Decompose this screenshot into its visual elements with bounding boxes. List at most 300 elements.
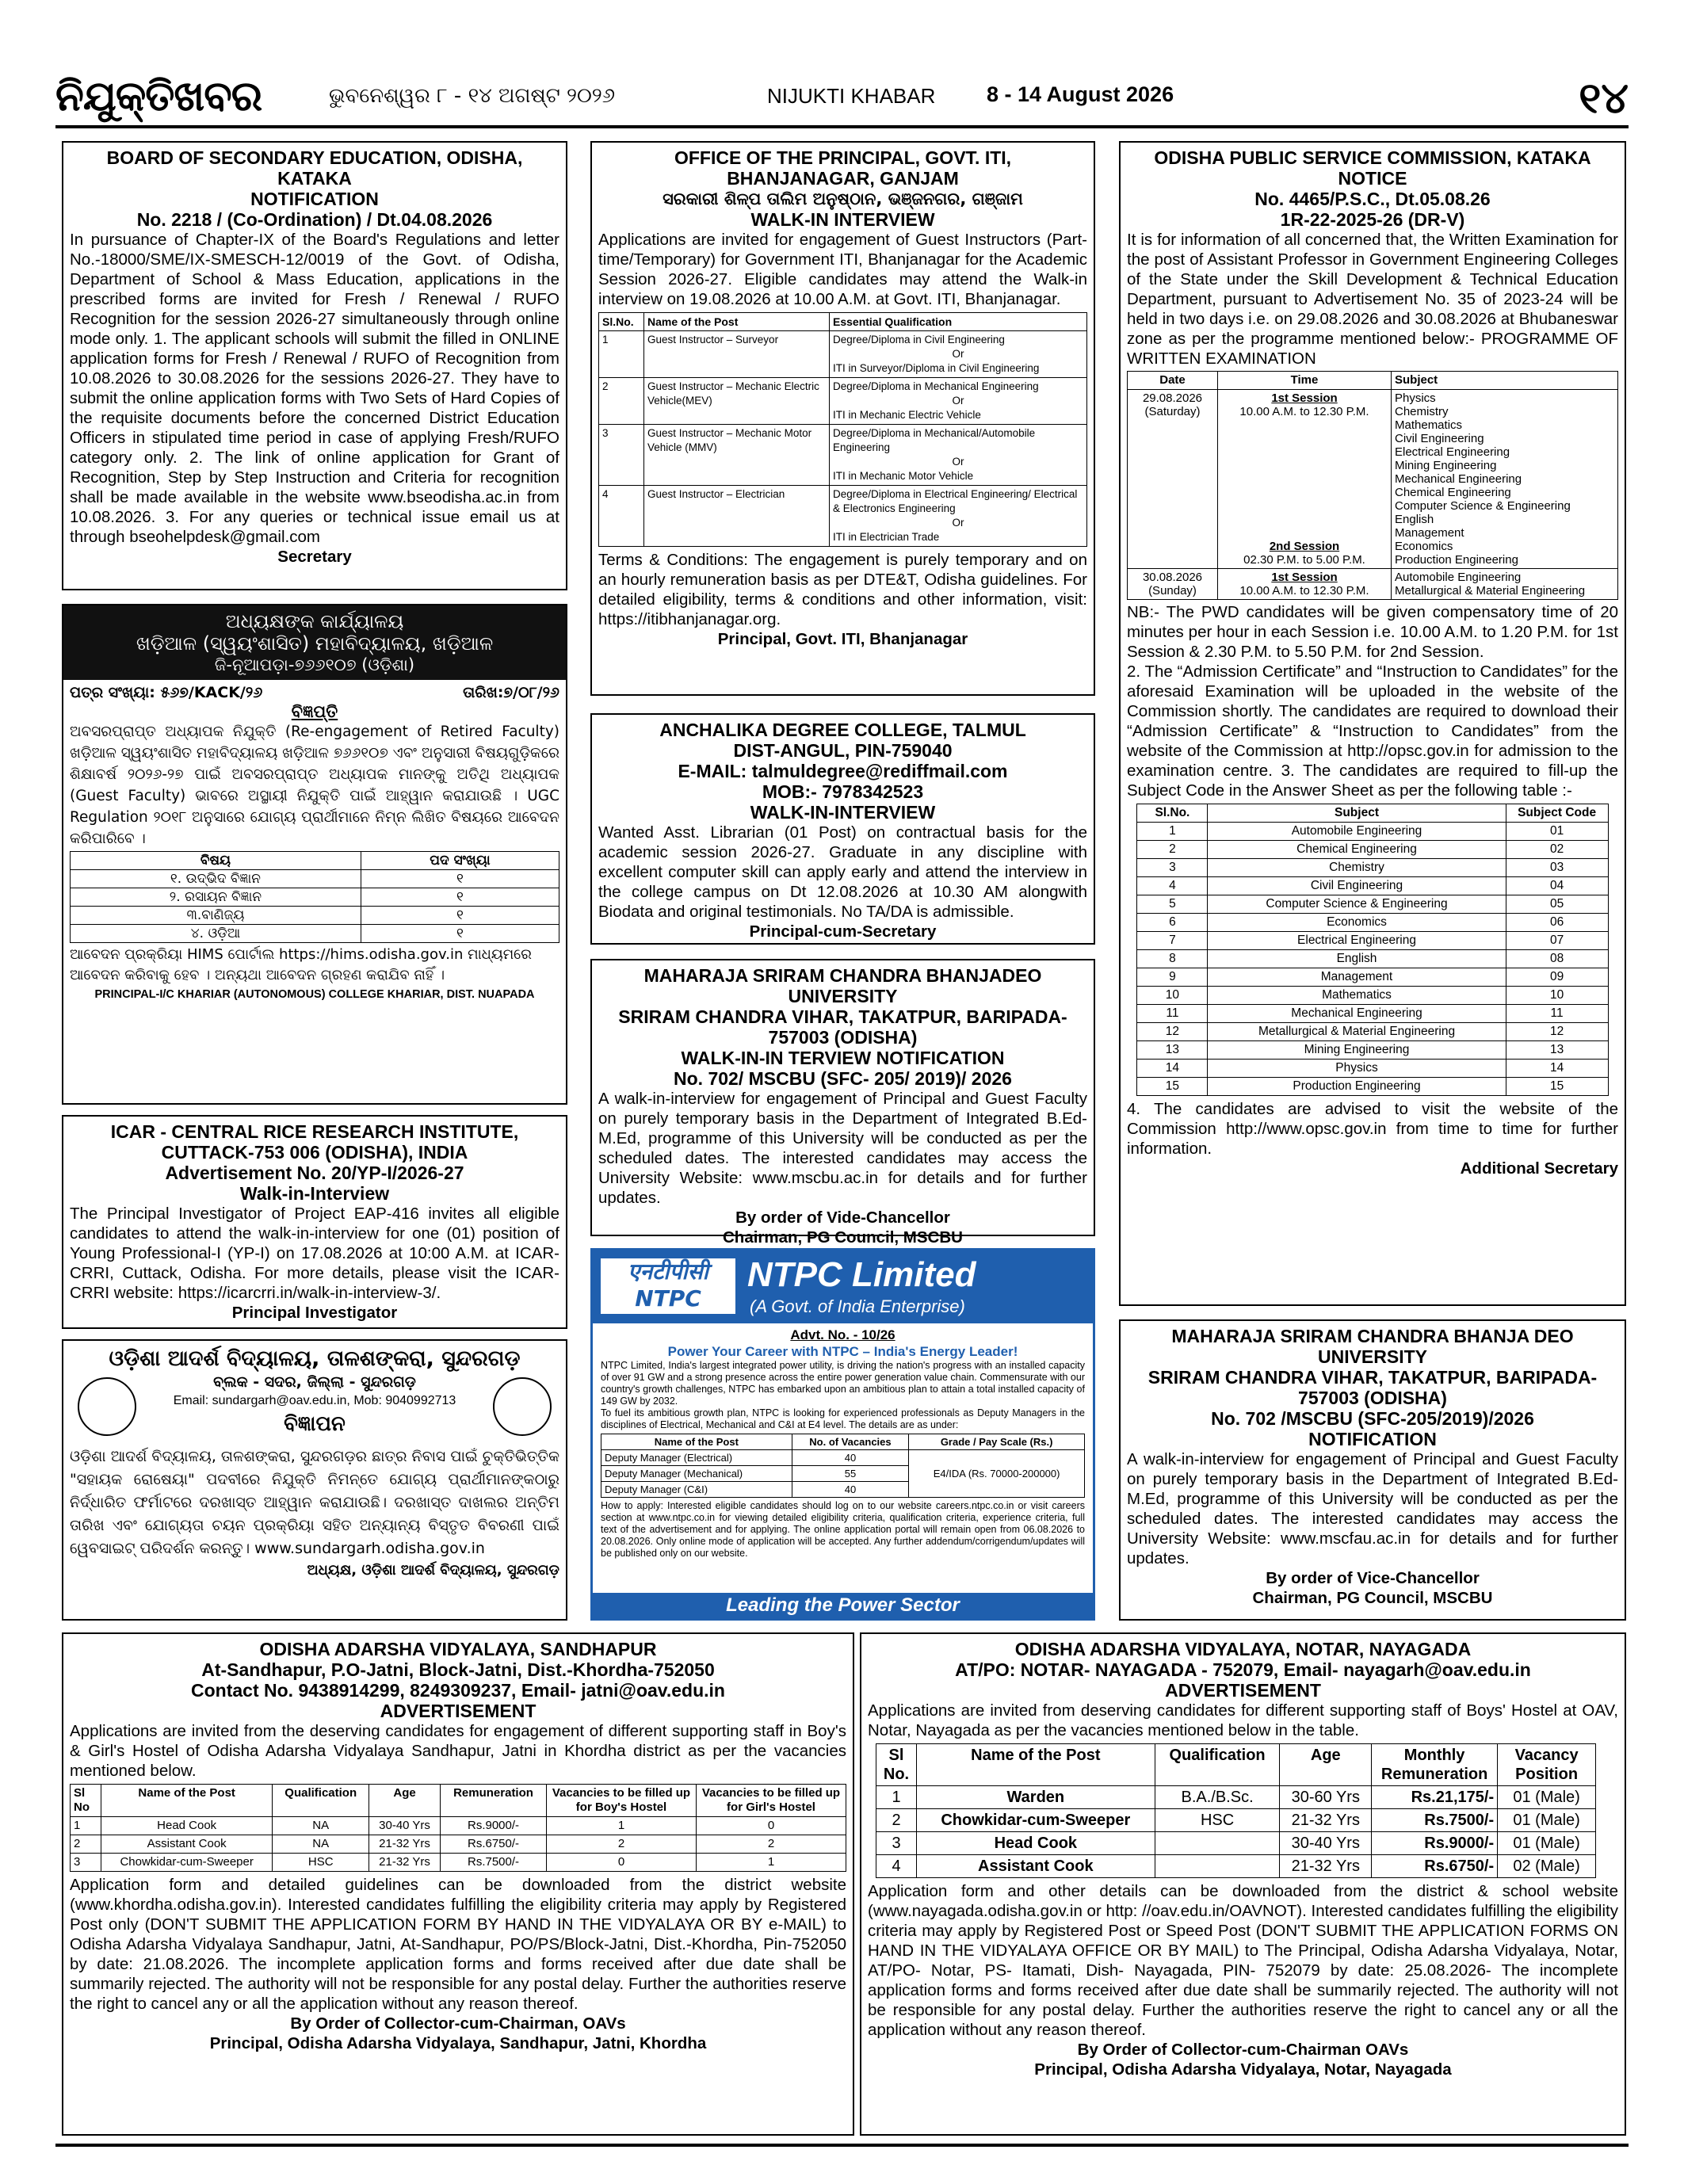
icar-org: ICAR - CENTRAL RICE RESEARCH INSTITUTE, CUTTACK-753 006 (ODISHA), INDIA	[110, 1121, 519, 1163]
opsc-code-sl: 11	[1137, 1005, 1208, 1023]
opsc-code-subject: Chemistry	[1208, 859, 1506, 877]
opsc-subject: Production Engineering	[1395, 553, 1518, 567]
opsc-code-value: 05	[1506, 895, 1608, 914]
opsc-code-value: 02	[1506, 841, 1608, 859]
bse-title: NOTIFICATION	[250, 189, 379, 209]
opsc-session-time: 10.00 A.M. to 12.30 P.M.	[1239, 405, 1369, 418]
header-rule	[55, 125, 1629, 128]
mscbu1-address: SRIRAM CHANDRA VIHAR, TAKATPUR, BARIPADA-757003 (ODISHA)	[618, 1006, 1067, 1048]
khariar-subject: ୩.ବାଣିଜ୍ୟ	[71, 907, 361, 925]
edition-date: 8 - 14 August 2026	[987, 82, 1174, 106]
bse-ref: No. 2218 / (Co-Ordination) / Dt.04.08.2026	[136, 209, 493, 230]
opsc-code-subject: Physics	[1208, 1060, 1506, 1078]
oav-sandhapur-org: ODISHA ADARSHA VIDYALAYA, SANDHAPUR	[259, 1639, 657, 1659]
ntpc-intro2: To fuel its ambitious growth plan, NTPC is looking for experienced professionals as Deputy Managers in the disciplines of Electrical, Mechanical and C&I at E4 level. The details are as under:	[601, 1407, 1085, 1430]
table-cell: 21-32 Yrs	[369, 1835, 441, 1854]
khariar-title: ବିଜ୍ଞପ୍ତି	[291, 702, 338, 721]
table-row	[1137, 1023, 1608, 1041]
oav-sandhapur-col: Remuneration	[441, 1785, 547, 1817]
oav-sandhapur-body2: Application form and detailed guidelines can be downloaded from the district website (www.khordha.odisha.gov.in). Interested candidates fulfilling the eligibility criteria may apply by Registered Post only (DON'T SUBMIT THE APPLICATION FORM BY HAND IN THE VIDYALAYA OR BY e-MAIL) to Odisha Adarsha Vidyalaya Sandhapur, Jatni, At-Sandhapur, PO/PS/Block-Jatni, Dist.-Khordha, Pin-752050 by date: 21.08.2026. The incomplete application forms and forms received after due date shall be summarily rejected. The authority will not be responsible for any postal delay. Further the authorities reserve the right to cancel any or all the application without any reason thereof.	[70, 1876, 846, 2013]
ntpc-brand: NTPC Limited	[747, 1255, 976, 1294]
iti-table	[598, 312, 1087, 547]
khariar-ref: ପତ୍ର ସଂଖ୍ୟା: ୫୬୭/KACK/୨୬	[70, 684, 263, 701]
opsc-code-subject: Civil Engineering	[1208, 877, 1506, 895]
mscbu1-sig2: Chairman, PG Council, MSCBU	[723, 1228, 963, 1247]
khariar-posts: ୧	[361, 907, 559, 925]
opsc-code-subject: Mathematics	[1208, 987, 1506, 1005]
opsc-code-sl: 13	[1137, 1041, 1208, 1060]
opsc-code-subject: Computer Science & Engineering	[1208, 895, 1506, 914]
khariar-posts: ୧	[361, 925, 559, 943]
ntpc-footer: Leading the Power Sector	[593, 1593, 1093, 1618]
opsc-code-sl: 1	[1137, 823, 1208, 841]
oav-notar-body2: Application form and other details can be downloaded from the district & school website (www.nayagada.odisha.gov.in or http: //oav.edu.in/OAVNOT). Interested candidates fulfilling the eligibility criteria may apply by Registered Post or Speed Post (DON'T SUBMIT THE APPLICATION FORMS ON HAND IN THE VIDYALAYA OFFICE OR BY MAIL) to The Principal, Odisha Adarsha Vidyalaya, Notar, AT/PO- Notar, PS- Itamati, Dish- Nayagada, PIN- 752079 by date: 25.08.2026- The incomplete application forms and forms received after due date shall be summarily rejected. The authority will not be responsible for any postal delay. Further the authorities reserve the right to cancel any or all the application without any reason thereof.	[868, 1882, 1618, 2039]
opsc-ref: No. 4465/P.S.C., Dt.05.08.26	[1254, 189, 1491, 209]
anchalika-email: E-MAIL: talmuldegree@rediffmail.com	[678, 761, 1008, 781]
opsc-session-time: 02.30 P.M. to 5.00 P.M.	[1243, 553, 1365, 567]
opsc-code-value: 01	[1506, 823, 1608, 841]
ntpc-grade: E4/IDA (Rs. 70000-200000)	[909, 1450, 1085, 1498]
oav-sandhapur-col: Vacancies to be filled up for Boy's Hostel	[547, 1785, 697, 1817]
opsc-code-sl: 4	[1137, 877, 1208, 895]
opsc-code-sl: 7	[1137, 932, 1208, 950]
opsc-code-value: 07	[1506, 932, 1608, 950]
table-cell: Assistant Cook	[101, 1835, 273, 1854]
opsc-code-col-code: Subject Code	[1506, 804, 1608, 823]
iti-org: OFFICE OF THE PRINCIPAL, GOVT. ITI, BHANJANAGAR, GANJAM	[674, 147, 1012, 189]
khariar-head2: ଖଡ଼ିଆଳ (ସ୍ୱୟଂଶାସିତ) ମହାବିଦ୍ୟାଳୟ, ଖଡ଼ିଆଳ	[136, 632, 494, 655]
oav-sandhapur-sig2: Principal, Odisha Adarsha Vidyalaya, Sandhapur, Jatni, Khordha	[209, 2034, 707, 2052]
oav-notar-col: Name of the Post	[917, 1744, 1155, 1786]
table-cell: HSC	[1155, 1809, 1280, 1832]
opsc-code-subject: Mechanical Engineering	[1208, 1005, 1506, 1023]
opsc-point2: 2. The “Admission Certificate” and “Instruction to Candidates” for the aforesaid Examination will be uploaded in the website of the Commission shortly. The candidates are required to download their “Admission Certificate” & “Instruction to Candidates” from the website of the Commission at http://opsc.gov.in for admission to the examination centre. 3. The candidates are required to fill-up the Subject Code in the Answer Sheet as per the following table :-	[1127, 662, 1618, 800]
opsc-code-value: 06	[1506, 914, 1608, 932]
opsc-body: It is for information of all concerned that, the Written Examination for the post of Assistant Professor in Government Engineering Colleges of the State under the Skill Development & Technical Education Department, pursuant to Advertisement No. 35 of 2023-24 will be held in two days i.e. on 29.08.2026 and 30.08.2026 at Bhubaneswar zone as per the programme mentioned below:- PROGRAMME OF WRITTEN EXAMINATION	[1127, 231, 1618, 368]
oav-notar-sig2: Principal, Odisha Adarsha Vidyalaya, Notar, Nayagada	[1034, 2060, 1452, 2079]
mscbu2-title: NOTIFICATION	[1308, 1429, 1437, 1449]
table-row	[876, 1855, 1596, 1878]
opsc-nb: NB:- The PWD candidates will be given compensatory time of 20 minutes per hour in each Session i.e. 10.00 A.M. to 1.20 P.M. for 1st Session & 2.30 P.M. to 5.50 P.M. for 2nd Session.	[1127, 603, 1618, 661]
opsc-subject: Chemical Engineering	[1395, 486, 1511, 499]
opsc-date: 30.08.2026	[1142, 571, 1203, 584]
anchalika-body: Wanted Asst. Librarian (01 Post) on contractual basis for the academic session 2026-27. Graduate in any discipline with excellent computer skill can apply early and attend the interview in the college campus on Dt 12.08.2026 at 10.30 AM alongwith Biodata and original testimonials. No TA/DA is admissible.	[598, 823, 1087, 921]
table-cell: 01 (Male)	[1498, 1809, 1596, 1832]
page-number: ୧୪	[1579, 73, 1629, 123]
table-row	[1128, 390, 1618, 569]
ntpc-post: Deputy Manager (Mechanical)	[601, 1466, 792, 1482]
table-row	[599, 331, 1087, 378]
table-cell: Warden	[917, 1786, 1155, 1809]
opsc-subject: Metallurgical & Material Engineering	[1395, 584, 1586, 598]
ntpc-post: Deputy Manager (Electrical)	[601, 1450, 792, 1466]
mscbu-walkin-notice	[590, 959, 1095, 1247]
table-cell: 2	[547, 1835, 697, 1854]
opsc-code-value: 04	[1506, 877, 1608, 895]
table-row	[1137, 950, 1608, 968]
table-cell: 3	[71, 1854, 101, 1872]
oav-notar-title: ADVERTISEMENT	[1165, 1680, 1321, 1701]
table-cell: Chowkidar-cum-Sweeper	[101, 1854, 273, 1872]
mscbu2-address: SRIRAM CHANDRA VIHAR, TAKATPUR, BARIPADA-757003 (ODISHA)	[1147, 1367, 1598, 1408]
khariar-table	[70, 851, 559, 943]
iti-post: Guest Instructor – Electrician	[644, 486, 830, 547]
opsc-code-sl: 8	[1137, 950, 1208, 968]
table-cell: 01 (Male)	[1498, 1832, 1596, 1855]
iti-org-odia: ସରକାରୀ ଶିଳ୍ପ ତାଲିମ ଅନୁଷ୍ଠାନ, ଭଞ୍ଜନଗର, ଗଞ୍ଜାମ	[663, 189, 1023, 208]
anchalika-title: WALK-IN-INTERVIEW	[750, 802, 936, 823]
opsc-subject: Economics	[1395, 540, 1453, 553]
iti-terms: Terms & Conditions: The engagement is purely temporary and on an hourly remuneration basis as per DTE&T, Odisha guidelines. For detailed eligibility, terms & conditions and other information, visit: https://itibhanjanagar.org.	[598, 551, 1087, 628]
anchalika-signatory: Principal-cum-Secretary	[749, 922, 937, 941]
table-cell: Rs.9000/-	[441, 1817, 547, 1835]
oav-notar-org: ODISHA ADARSHA VIDYALAYA, NOTAR, NAYAGADA	[1014, 1639, 1472, 1659]
mscbu1-org: MAHARAJA SRIRAM CHANDRA BHANJADEO UNIVERSITY	[643, 965, 1042, 1006]
opsc-code-col-sl: Sl.No.	[1137, 804, 1208, 823]
khariar-footer: ଆବେଦନ ପ୍ରକ୍ରିୟା HIMS ପୋର୍ଟାଲ https://hims.odisha.gov.in ମାଧ୍ୟମରେ ଆବେଦନ କରିବାକୁ ହେବ । ଅନ୍ୟଥା ଆବେଦନ ଗ୍ରହଣ କରାଯିବ ନାହିଁ ।	[70, 946, 532, 983]
oav-sandhapur-col: Age	[369, 1785, 441, 1817]
opsc-col-date: Date	[1128, 372, 1218, 390]
opsc-notice	[1119, 141, 1626, 1306]
opsc-day: (Sunday)	[1148, 584, 1197, 598]
oav-notar-col: Monthly Remuneration	[1372, 1744, 1498, 1786]
opsc-session: 1st Session	[1271, 571, 1338, 584]
table-cell: 3	[876, 1832, 917, 1855]
table-row	[876, 1832, 1596, 1855]
opsc-col-subject: Subject	[1392, 372, 1618, 390]
iti-qual: ITI in Mechanic Motor Vehicle	[833, 470, 974, 482]
opsc-code-subject: Chemical Engineering	[1208, 841, 1506, 859]
oav-talsankara-notice	[62, 1339, 567, 1621]
opsc-code-value: 10	[1506, 987, 1608, 1005]
table-row	[1137, 1060, 1608, 1078]
table-cell: 30-60 Yrs	[1280, 1786, 1372, 1809]
anchalika-mob: MOB:- 7978342523	[762, 781, 924, 802]
iti-sl: 2	[599, 378, 644, 425]
khariar-date: ତାରିଖ:୭/୦୮/୨୬	[463, 684, 559, 701]
footer-rule	[55, 2144, 1629, 2147]
oav-sandhapur-body: Applications are invited from the deserving candidates for engagement of different supporting staff in Boy's & Girl's Hostel of Odisha Adarsha Vidyalaya Sandhapur, Jatni in Khordha district as per the vacancies mentioned below.	[70, 1722, 846, 1780]
iti-qual-or: Or	[952, 395, 964, 407]
opsc-signatory: Additional Secretary	[1460, 1159, 1618, 1178]
table-cell: Head Cook	[917, 1832, 1155, 1855]
bse-notification	[62, 141, 567, 590]
iti-post: Guest Instructor – Mechanic Electric Vehicle(MEV)	[644, 378, 830, 425]
opsc-day: (Saturday)	[1144, 405, 1201, 418]
oav-sandhapur-table	[70, 1784, 846, 1872]
opsc-code-value: 14	[1506, 1060, 1608, 1078]
table-cell: 2	[71, 1835, 101, 1854]
table-row	[1137, 841, 1608, 859]
oav-talsankara-contact: Email: sundargarh@oav.edu.in, Mob: 9040992713	[173, 1394, 456, 1407]
opsc-code-sl: 3	[1137, 859, 1208, 877]
iti-sl: 3	[599, 425, 644, 486]
paper-logo: ନିଯୁକ୍ତିଖବର	[55, 73, 262, 120]
opsc-code-value: 03	[1506, 859, 1608, 877]
table-cell: 1	[697, 1854, 846, 1872]
table-row	[71, 925, 559, 943]
opsc-date: 29.08.2026	[1142, 391, 1203, 405]
table-cell: Rs.7500/-	[441, 1854, 547, 1872]
iti-qual: Degree/Diploma in Electrical Engineering/ Electrical & Electronics Engineering	[833, 488, 1078, 514]
oav-notar-sig1: By Order of Collector-cum-Chairman OAVs	[1077, 2041, 1409, 2059]
anchalika-address: DIST-ANGUL, PIN-759040	[733, 740, 953, 761]
iti-col-qual: Essential Qualification	[830, 313, 1087, 331]
oav-sandhapur-col: Name of the Post	[101, 1785, 273, 1817]
iti-sl: 1	[599, 331, 644, 378]
opsc-code-subject: Management	[1208, 968, 1506, 987]
oav-sandhapur-advertisement	[62, 1632, 854, 2136]
opsc-code-value: 15	[1506, 1078, 1608, 1096]
oav-sandhapur-address: At-Sandhapur, P.O-Jatni, Block-Jatni, Dist.-Khordha-752050	[201, 1659, 715, 1680]
iti-post: Guest Instructor – Mechanic Motor Vehicle (MMV)	[644, 425, 830, 486]
ntpc-col-post: Name of the Post	[601, 1434, 792, 1450]
table-row	[1137, 968, 1608, 987]
iti-bhanjanagar-notice	[590, 141, 1095, 696]
opsc-point4: 4. The candidates are advised to visit the website of the Commission http://www.opsc.gov.in from time to time for further information.	[1127, 1100, 1618, 1158]
opsc-subject: Mathematics	[1395, 418, 1463, 432]
oav-talsankara-address: ବ୍ଲକ - ସଦର, ଜିଲ୍ଲା - ସୁନ୍ଦରଗଡ଼	[213, 1373, 416, 1391]
opsc-code-subject: Economics	[1208, 914, 1506, 932]
ntpc-post: Deputy Manager (C&I)	[601, 1482, 792, 1498]
khariar-subject: ୨. ରସାୟନ ବିଜ୍ଞାନ	[71, 888, 361, 907]
opsc-code-sl: 14	[1137, 1060, 1208, 1078]
khariar-col-subject: ବିଷୟ	[71, 852, 361, 870]
table-cell: Chowkidar-cum-Sweeper	[917, 1809, 1155, 1832]
iti-post: Guest Instructor – Surveyor	[644, 331, 830, 378]
khariar-head3: ଜି-ନୂଆପଡ଼ା-୭୬୬୧୦୭ (ଓଡ଼ିଶା)	[214, 655, 415, 674]
iti-sl: 4	[599, 486, 644, 547]
icar-signatory: Principal Investigator	[231, 1304, 398, 1322]
ntpc-adv: Advt. No. - 10/26	[790, 1327, 895, 1342]
opsc-code-subject: Mining Engineering	[1208, 1041, 1506, 1060]
opsc-code-col-subject: Subject	[1208, 804, 1506, 823]
opsc-code-table	[1136, 804, 1608, 1096]
table-row	[1137, 987, 1608, 1005]
opsc-subject: English	[1395, 513, 1434, 526]
mscbu-notification	[1119, 1319, 1626, 1621]
table-row	[71, 907, 559, 925]
ntpc-vacancies: 55	[792, 1466, 909, 1482]
opsc-code-subject: English	[1208, 950, 1506, 968]
khariar-col-posts: ପଦ ସଂଖ୍ୟା	[361, 852, 559, 870]
opsc-code-sl: 10	[1137, 987, 1208, 1005]
oav-notar-col: Sl No.	[876, 1744, 917, 1786]
table-row	[1137, 823, 1608, 841]
oav-talsankara-notice-title: ବିଜ୍ଞାପନ	[284, 1412, 346, 1436]
opsc-programme-table	[1127, 371, 1618, 600]
iti-qual: Degree/Diploma in Mechanical/Automobile Engineering	[833, 427, 1036, 453]
oav-notar-col: Vacancy Position	[1498, 1744, 1596, 1786]
table-cell: 1	[547, 1817, 697, 1835]
table-cell: Head Cook	[101, 1817, 273, 1835]
opsc-ref2: 1R-22-2025-26 (DR-V)	[1280, 209, 1465, 230]
table-row	[1137, 914, 1608, 932]
iti-col-post: Name of the Post	[644, 313, 830, 331]
opsc-code-sl: 2	[1137, 841, 1208, 859]
khariar-signatory: PRINCIPAL-I/C KHARIAR (AUTONOMOUS) COLLEGE KHARIAR, DIST. NUAPADA	[94, 988, 535, 1001]
anchalika-college-notice	[590, 713, 1095, 945]
opsc-code-value: 12	[1506, 1023, 1608, 1041]
khariar-college-notice	[62, 604, 567, 1105]
dateline-odia: ଭୁବନେଶ୍ୱର ୮ - ୧୪ ଅଗଷ୍ଟ ୨୦୨୬	[329, 84, 616, 108]
oav-emblem-icon	[78, 1377, 136, 1436]
table-row	[599, 486, 1087, 547]
opsc-org: ODISHA PUBLIC SERVICE COMMISSION, KATAKA	[1154, 147, 1591, 168]
opsc-col-time: Time	[1218, 372, 1392, 390]
table-row	[1128, 569, 1618, 600]
opsc-session-time: 10.00 A.M. to 12.30 P.M.	[1239, 584, 1369, 598]
table-cell: 2	[697, 1835, 846, 1854]
oav-notar-address: AT/PO: NOTAR- NAYAGADA - 752079, Email- nayagarh@oav.edu.in	[955, 1659, 1531, 1680]
ntpc-col-vac: No. of Vacancies	[792, 1434, 909, 1450]
opsc-code-subject: Metallurgical & Material Engineering	[1208, 1023, 1506, 1041]
khariar-posts: ୧	[361, 888, 559, 907]
ntpc-intro: NTPC Limited, India's largest integrated power utility, is driving the nation's progress with an installed capacity of over 91 GW and a strong presence across the entire power generation value chain. Commensurate with our country's growth challenges, NTPC has embarked upon an ambitious plan to attain a total installed capacity of 149 GW by 2032.	[601, 1360, 1085, 1407]
table-row	[1137, 877, 1608, 895]
table-row	[1137, 859, 1608, 877]
table-row	[599, 425, 1087, 486]
mscbu1-sig1: By order of Vide-Chancellor	[735, 1208, 950, 1227]
bse-body: In pursuance of Chapter-IX of the Board's Regulations and letter No.-18000/SME/IX-SMESCH-12/0019 of the Govt. of Odisha, Department of School & Mass Education, applications in the prescribed forms are invited for Fresh / Renewal / RUFO Recognition for the session 2026-27 simultaneously through online mode only. 1. The applicant schools will submit the filled in ONLINE application forms for Fresh / Renewal / RUFO of Recognition from 10.08.2026 to 30.08.2026 for the sessions 2026-27. They have to submit the online application forms with Two Sets of Hard Copies of the requisite documents before the concerned District Education Officers in stipulated time period in case of applying Fresh/RUFO category only. 2. The link of online application for Grant of Recognition, Step by Step Instruction and Criteria for recognition shall be made available in the website www.bseodisha.ac.in from 10.08.2026. 3. For any queries or technical issue email us at through bseohelpdesk@gmail.com	[70, 231, 559, 546]
icar-adv: Advertisement No. 20/YP-I/2026-27	[165, 1163, 464, 1183]
table-cell: 4	[876, 1855, 917, 1878]
opsc-subject: Electrical Engineering	[1395, 445, 1510, 459]
oav-talsankara-title: ଓଡ଼ିଶା ଆଦର୍ଶ ବିଦ୍ୟାଳୟ, ତାଳଶଙ୍କରା, ସୁନ୍ଦରଗଡ଼	[109, 1346, 521, 1371]
table-cell: 30-40 Yrs	[1280, 1832, 1372, 1855]
table-row	[876, 1809, 1596, 1832]
oav-notar-col: Qualification	[1155, 1744, 1280, 1786]
table-cell: NA	[273, 1835, 369, 1854]
paper-name: NIJUKTI KHABAR	[767, 84, 936, 108]
table-cell: Rs.7500/-	[1372, 1809, 1498, 1832]
table-row	[71, 870, 559, 888]
table-cell: 01 (Male)	[1498, 1786, 1596, 1809]
ntpc-table	[601, 1434, 1085, 1498]
oav-sandhapur-col: Vacancies to be filled up for Girl's Hostel	[697, 1785, 846, 1817]
iti-qual-or: Or	[952, 456, 964, 468]
table-cell: B.A./B.Sc.	[1155, 1786, 1280, 1809]
mscbu2-body: A walk-in-interview for engagement of Principal and Guest Faculty on purely temporary basis in the Department of Integrated B.Ed-M.Ed, programme of this University will be conducted as per the scheduled dates. The interested candidates may access the University Website: www.mscfau.ac.in for details and for further updates.	[1127, 1450, 1618, 1567]
opsc-code-subject: Production Engineering	[1208, 1078, 1506, 1096]
opsc-code-value: 13	[1506, 1041, 1608, 1060]
anchalika-org: ANCHALIKA DEGREE COLLEGE, TALMUL	[659, 720, 1026, 740]
ntpc-brand-sub: (A Govt. of India Enterprise)	[750, 1296, 965, 1316]
opsc-subject: Physics	[1395, 391, 1436, 405]
opsc-code-sl: 5	[1137, 895, 1208, 914]
table-cell: Assistant Cook	[917, 1855, 1155, 1878]
table-cell: 0	[547, 1854, 697, 1872]
ntpc-tagline: Power Your Career with NTPC – India's Energy Leader!	[667, 1344, 1018, 1359]
table-cell: Rs.6750/-	[441, 1835, 547, 1854]
iti-body: Applications are invited for engagement of Guest Instructors (Part-time/Temporary) for Government ITI, Bhanjanagar for the Academic Session 2026-27. Eligible candidates may attend the Walk-in interview on 19.08.2026 at 10.00 A.M. at Govt. ITI, Bhanjanagar.	[598, 231, 1087, 308]
table-row	[601, 1450, 1085, 1466]
khariar-subject: ୪. ଓଡ଼ିଆ	[71, 925, 361, 943]
table-cell: HSC	[273, 1854, 369, 1872]
oav-notar-advertisement	[860, 1632, 1626, 2136]
opsc-subject: Automobile Engineering	[1395, 571, 1522, 584]
opsc-code-sl: 9	[1137, 968, 1208, 987]
table-cell: Rs.6750/-	[1372, 1855, 1498, 1878]
table-row	[599, 378, 1087, 425]
table-row	[876, 1786, 1596, 1809]
table-row	[71, 1817, 846, 1835]
table-cell: 1	[71, 1817, 101, 1835]
opsc-code-sl: 15	[1137, 1078, 1208, 1096]
opsc-code-value: 08	[1506, 950, 1608, 968]
icar-crri-notice	[62, 1115, 567, 1329]
ntpc-col-grade: Grade / Pay Scale (Rs.)	[909, 1434, 1085, 1450]
khariar-header	[63, 605, 566, 680]
odisha-seal-icon	[493, 1377, 552, 1436]
table-row	[1137, 1005, 1608, 1023]
table-row	[1137, 932, 1608, 950]
mscbu1-title: WALK-IN-IN TERVIEW NOTIFICATION	[681, 1048, 1005, 1068]
iti-qual: Degree/Diploma in Mechanical Engineering	[833, 380, 1039, 392]
table-cell: NA	[273, 1817, 369, 1835]
oav-sandhapur-contact: Contact No. 9438914299, 8249309237, Email- jatni@oav.edu.in	[191, 1680, 725, 1701]
opsc-subject: Civil Engineering	[1395, 432, 1484, 445]
iti-col-sl: Sl.No.	[599, 313, 644, 331]
mscbu1-body: A walk-in-interview for engagement of Principal and Guest Faculty on purely temporary basis in the Department of Integrated B.Ed-M.Ed, programme of this University will be conducted as per the scheduled dates. The interested candidates may access the University Website: www.mscbu.ac.in for details and for further updates.	[598, 1090, 1087, 1207]
oav-sandhapur-col: Sl No	[71, 1785, 101, 1817]
iti-signatory: Principal, Govt. ITI, Bhanjanagar	[717, 630, 968, 648]
table-cell: 1	[876, 1786, 917, 1809]
table-cell: 02 (Male)	[1498, 1855, 1596, 1878]
table-row	[1137, 1041, 1608, 1060]
oav-sandhapur-title: ADVERTISEMENT	[380, 1701, 537, 1721]
oav-sandhapur-sig1: By Order of Collector-cum-Chairman, OAVs	[290, 2014, 626, 2033]
opsc-subject: Management	[1395, 526, 1464, 540]
opsc-subject: Computer Science & Engineering	[1395, 499, 1571, 513]
bse-org: BOARD OF SECONDARY EDUCATION, ODISHA, KATAKA	[106, 147, 523, 189]
mscbu2-ref: No. 702 /MSCBU (SFC-205/2019)/2026	[1211, 1408, 1534, 1429]
iti-qual-or: Or	[952, 517, 964, 529]
opsc-session: 1st Session	[1271, 391, 1338, 405]
ntpc-apply: How to apply: Interested eligible candidates should log on to our website careers.ntpc.co.in or visit careers section at www.ntpc.co.in for viewing detailed eligibility criteria, qualification criteria, experience criteria, full text of the advertisement and for applying. The online application portal will remain open from 06.08.2026 to 20.08.2026. Only online mode of application will be accepted. Any further addendum/corrigendum/updates will be published only on our website.	[601, 1500, 1085, 1559]
ntpc-banner	[593, 1250, 1093, 1323]
mscbu2-sig2: Chairman, PG Council, MSCBU	[1252, 1589, 1493, 1607]
opsc-code-sl: 12	[1137, 1023, 1208, 1041]
oav-talsankara-signatory: ଅଧ୍ୟକ୍ଷ, ଓଡ଼ିଶା ଆଦର୍ଶ ବିଦ୍ୟାଳୟ, ସୁନ୍ଦରଗଡ଼	[307, 1562, 559, 1579]
opsc-code-sl: 6	[1137, 914, 1208, 932]
khariar-body: ଅବସରପ୍ରାପ୍ତ ଅଧ୍ୟାପକ ନିଯୁକ୍ତି (Re-engagement of Retired Faculty) ଖଡ଼ିଆଳ ସ୍ୱୟଂଶାସିତ ମହାବିଦ୍ୟାଳୟ ଖଡ଼ିଆଳ ୭୬୬୧୦୭ ଏବଂ ଅନୁସାରୀ ବିଷୟଗୁଡ଼ିକରେ ଶିକ୍ଷାବର୍ଷ ୨୦୨୬-୨୭ ପାଇଁ ଅବସରପ୍ରାପ୍ତ ଅଧ୍ୟାପକ ମାନଙ୍କୁ ଅତିଥି ଅଧ୍ୟାପକ (Guest Faculty) ଭାବରେ ଅସ୍ଥାୟୀ ନିଯୁକ୍ତି ପାଇଁ ଆହ୍ୱାନ କରାଯାଉଛି । UGC Regulation ୨୦୧୮ ଅନୁସାରେ ଯୋଗ୍ୟ ପ୍ରାର୍ଥୀମାନେ ନିମ୍ନ ଲିଖିତ ବିଷୟରେ ଆବେଦନ କରିପାରିବେ ।	[70, 724, 559, 847]
opsc-subject: Chemistry	[1395, 405, 1449, 418]
table-row	[71, 1854, 846, 1872]
table-cell: 21-32 Yrs	[1280, 1855, 1372, 1878]
mscbu1-ref: No. 702/ MSCBU (SFC- 205/ 2019)/ 2026	[674, 1068, 1012, 1089]
opsc-subject: Mechanical Engineering	[1395, 472, 1522, 486]
opsc-code-value: 11	[1506, 1005, 1608, 1023]
table-cell	[1155, 1832, 1280, 1855]
iti-qual: ITI in Surveyor/Diploma in Civil Engineering	[833, 362, 1040, 374]
table-row	[1137, 1078, 1608, 1096]
iti-qual: ITI in Mechanic Electric Vehicle	[833, 409, 981, 421]
bse-signatory: Secretary	[277, 548, 352, 566]
oav-notar-body: Applications are invited from deserving candidates for different supporting staff of Boys' Hostel at OAV, Notar, Nayagada as per the vacancies mentioned below in the table.	[868, 1701, 1618, 1739]
icar-title: Walk-in-Interview	[239, 1183, 390, 1204]
ntpc-vacancies: 40	[792, 1450, 909, 1466]
ntpc-logo: एनटीपीसी NTPC	[601, 1258, 735, 1314]
iti-qual: Degree/Diploma in Civil Engineering	[833, 334, 1005, 346]
masthead	[55, 73, 1629, 123]
opsc-code-subject: Electrical Engineering	[1208, 932, 1506, 950]
khariar-subject: ୧. ଉଦ୍ଭିଦ ବିଜ୍ଞାନ	[71, 870, 361, 888]
oav-talsankara-body: ଓଡ଼ିଶା ଆଦର୍ଶ ବିଦ୍ୟାଳୟ, ତାଳଶଙ୍କରା, ସୁନ୍ଦରଗଡ଼ର ଛାତ୍ର ନିବାସ ପାଇଁ ଚୁକ୍ତିଭିତ୍ତିକ "ସହାୟକ ରୋଷେୟା" ପଦବୀରେ ନିଯୁକ୍ତି ନିମନ୍ତେ ଯୋଗ୍ୟ ପ୍ରାର୍ଥୀମାନଙ୍କଠାରୁ ନିର୍ଦ୍ଧାରିତ ଫର୍ମାଟରେ ଦରଖାସ୍ତ ଆହ୍ୱାନ କରାଯାଉଛି। ଦରଖାସ୍ତ ଦାଖଲର ଅନ୍ତିମ ତାରିଖ ଏବଂ ଯୋଗ୍ୟତା ଚୟନ ପ୍ରକ୍ରିୟା ସହିତ ଅନ୍ୟାନ୍ୟ ବିସ୍ତୃତ ବିବରଣୀ ପାଇଁ ୱେବସାଇଟ୍ ପରିଦର୍ଶନ କରନ୍ତୁ। www.sundargarh.odisha.gov.in	[70, 1448, 559, 1557]
oav-notar-col: Age	[1280, 1744, 1372, 1786]
oav-notar-table	[876, 1743, 1596, 1878]
iti-title: WALK-IN INTERVIEW	[750, 209, 935, 230]
